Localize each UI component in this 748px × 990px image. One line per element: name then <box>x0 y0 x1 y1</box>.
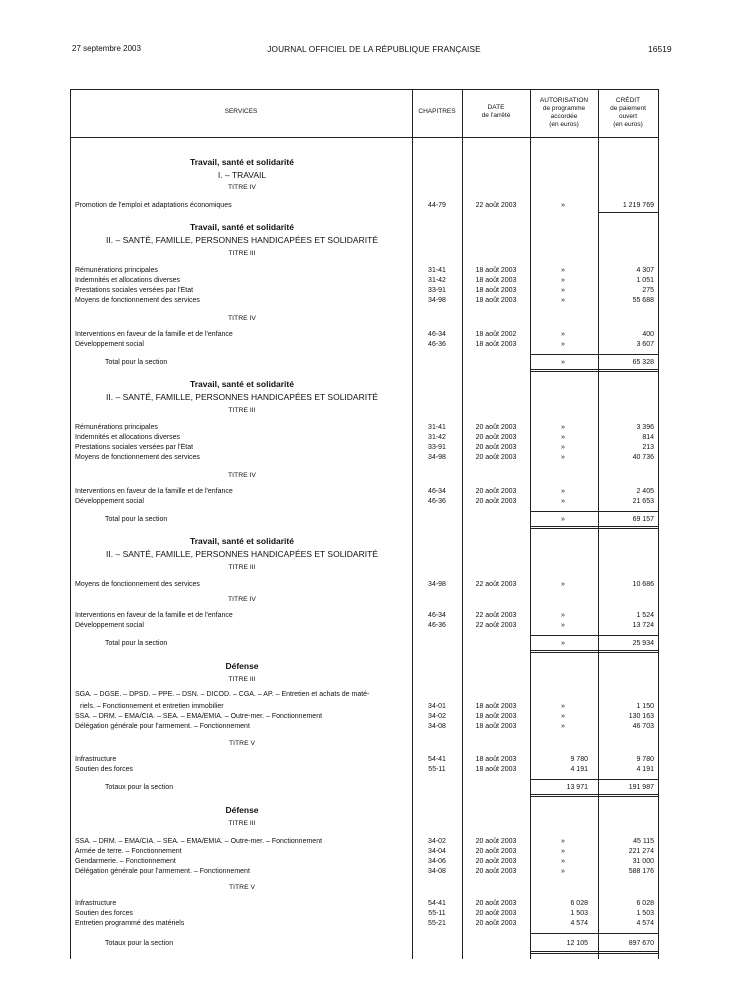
row-credit: 13 724 <box>632 622 654 629</box>
row-credit: 45 115 <box>633 838 654 845</box>
row-service: Soutien des forces <box>75 909 409 919</box>
rule <box>530 933 659 934</box>
row-chapitre: 46-36 <box>428 622 446 629</box>
col-header-cred-l3: ouvert <box>618 113 638 120</box>
table-row <box>0 453 748 463</box>
titre-heading: TITRE V <box>228 884 256 891</box>
row-credit: 1 524 <box>636 612 654 619</box>
row-autorisation: » <box>561 341 565 348</box>
row-autorisation: 4 191 <box>570 766 588 773</box>
row-chapitre: 34-04 <box>428 848 446 855</box>
col-header-cred-l2: de paiement <box>610 105 646 112</box>
row-chapitre: 31-41 <box>428 267 446 274</box>
row-service: Indemnités et allocations diverses <box>75 276 409 286</box>
row-date: 20 août 2003 <box>475 858 517 865</box>
row-service: riels. – Fonctionnement et entretien immobilier <box>80 702 409 712</box>
row-chapitre: 54-41 <box>428 756 446 763</box>
table-row <box>0 330 748 340</box>
rule <box>530 650 659 651</box>
table-row <box>0 765 748 775</box>
section-title: Travail, santé et solidarité <box>190 536 294 546</box>
row-date: 18 août 2003 <box>475 297 517 304</box>
titre-heading: TITRE IV <box>228 184 256 191</box>
section-subtitle: II. – SANTÉ, FAMILLE, PERSONNES HANDICAPÉES ET SOLIDARITÉ <box>106 549 378 559</box>
header-date: 27 septembre 2003 <box>72 44 141 53</box>
table-row <box>0 423 748 433</box>
row-date: 20 août 2003 <box>475 868 517 875</box>
table-row <box>0 296 748 306</box>
row-service: Entretien programmé des matériels <box>75 919 409 929</box>
row-date: 20 août 2003 <box>475 920 517 927</box>
row-date: 20 août 2003 <box>475 498 517 505</box>
titre-heading: TITRE III <box>228 407 256 414</box>
row-chapitre: 34-08 <box>428 868 446 875</box>
table-row <box>0 702 748 712</box>
row-credit: 1 051 <box>636 277 654 284</box>
row-credit: 40 736 <box>632 454 654 461</box>
row-date: 18 août 2003 <box>475 723 517 730</box>
rule <box>530 371 659 372</box>
row-credit: 4 574 <box>636 920 654 927</box>
row-date: 20 août 2003 <box>475 434 517 441</box>
row-autorisation: » <box>561 723 565 730</box>
row-chapitre: 33-91 <box>428 444 446 451</box>
section-title: Travail, santé et solidarité <box>190 379 294 389</box>
rule <box>530 528 659 529</box>
section-title: Travail, santé et solidarité <box>190 157 294 167</box>
row-service: Gendarmerie. – Fonctionnement <box>75 857 409 867</box>
total-credit: 25 934 <box>632 640 654 647</box>
table-row <box>0 837 748 847</box>
row-date: 22 août 2003 <box>475 612 517 619</box>
row-credit: 1 219 769 <box>622 202 654 209</box>
page-number: 16519 <box>648 44 672 54</box>
titre-heading: TITRE III <box>228 564 256 571</box>
row-date: 18 août 2003 <box>475 703 517 710</box>
col-header-cred-l4: (en euros) <box>613 121 643 128</box>
row-credit: 588 176 <box>628 868 654 875</box>
total-credit: 69 157 <box>632 516 654 523</box>
row-credit: 130 163 <box>628 713 654 720</box>
row-service: Armée de terre. – Fonctionnement <box>75 847 409 857</box>
section-title: Défense <box>225 805 259 815</box>
section-subtitle: I. – TRAVAIL <box>217 170 267 180</box>
row-service: Infrastructure <box>75 755 409 765</box>
row-autorisation: » <box>561 444 565 451</box>
row-chapitre: 55-11 <box>428 910 446 917</box>
row-autorisation: 6 028 <box>570 900 588 907</box>
table-row <box>0 340 748 350</box>
row-chapitre: 46-34 <box>428 488 446 495</box>
table-top-border <box>70 89 659 90</box>
row-autorisation: » <box>561 622 565 629</box>
row-service: Prestations sociales versées par l'État <box>75 286 409 296</box>
table-row <box>0 755 748 765</box>
row-service: Indemnités et allocations diverses <box>75 433 409 443</box>
total-row <box>0 783 748 793</box>
row-credit: 2 405 <box>636 488 654 495</box>
row-chapitre: 34-02 <box>428 713 446 720</box>
row-credit: 1 503 <box>636 910 654 917</box>
row-date: 20 août 2003 <box>475 444 517 451</box>
row-autorisation: » <box>561 612 565 619</box>
row-date: 18 août 2003 <box>475 287 517 294</box>
row-chapitre: 44-79 <box>428 202 446 209</box>
row-chapitre: 34-98 <box>428 454 446 461</box>
table-row <box>0 857 748 867</box>
row-service: Promotion de l'emploi et adaptations économiques <box>75 201 409 211</box>
row-service: Interventions en faveur de la famille et de l'enfance <box>75 330 409 340</box>
row-service: SSA. – DRM. – EMA/CIA. – SEA. – EMA/EMIA. – Outre-mer. – Fonctionnement <box>75 837 409 847</box>
row-autorisation: » <box>561 868 565 875</box>
row-credit: 400 <box>642 331 654 338</box>
col-header-cred-l1: CRÉDIT <box>615 97 641 104</box>
titre-heading: TITRE III <box>228 250 256 257</box>
row-autorisation: » <box>561 498 565 505</box>
total-label: Total pour la section <box>105 639 409 649</box>
col-header-date-l1: DATE <box>487 104 505 111</box>
row-autorisation: » <box>561 297 565 304</box>
total-autorisation: 12 105 <box>566 940 588 947</box>
row-service: Moyens de fonctionnement des services <box>75 296 409 306</box>
col-header-services: SERVICES <box>224 108 258 115</box>
row-chapitre: 46-34 <box>428 612 446 619</box>
row-chapitre: 55-11 <box>428 766 446 773</box>
total-label: Totaux pour la section <box>105 939 409 949</box>
row-autorisation: » <box>561 848 565 855</box>
row-chapitre: 34-02 <box>428 838 446 845</box>
row-chapitre: 34-98 <box>428 581 446 588</box>
total-credit: 65 328 <box>632 359 654 366</box>
section-subtitle: II. – SANTÉ, FAMILLE, PERSONNES HANDICAPÉES ET SOLIDARITÉ <box>106 235 378 245</box>
total-row <box>0 939 748 949</box>
section-subtitle: II. – SANTÉ, FAMILLE, PERSONNES HANDICAPÉES ET SOLIDARITÉ <box>106 392 378 402</box>
total-autorisation: » <box>561 516 565 523</box>
row-chapitre: 46-36 <box>428 498 446 505</box>
row-date: 20 août 2003 <box>475 848 517 855</box>
row-chapitre: 33-91 <box>428 287 446 294</box>
total-autorisation: » <box>561 640 565 647</box>
table-row <box>0 847 748 857</box>
row-service: Soutien des forces <box>75 765 409 775</box>
total-row <box>0 639 748 649</box>
table-row <box>0 201 748 211</box>
row-service: Délégation générale pour l'armement. – Fonctionnement <box>75 867 409 877</box>
row-chapitre: 34-01 <box>428 703 446 710</box>
rule <box>530 794 659 795</box>
total-autorisation: » <box>561 359 565 366</box>
col-header-auth-l2: de programme <box>542 105 586 112</box>
row-credit: 213 <box>642 444 654 451</box>
row-autorisation: » <box>561 454 565 461</box>
rule <box>530 526 659 527</box>
row-service: Moyens de fonctionnement des services <box>75 580 409 590</box>
row-date: 20 août 2003 <box>475 488 517 495</box>
total-credit: 191 987 <box>628 784 654 791</box>
row-chapitre: 34-08 <box>428 723 446 730</box>
row-autorisation: » <box>561 202 565 209</box>
row-service: Rémunérations principales <box>75 266 409 276</box>
row-credit: 6 028 <box>636 900 654 907</box>
row-credit: 1 150 <box>636 703 654 710</box>
row-date: 22 août 2003 <box>475 622 517 629</box>
row-service: SSA. – DRM. – EMA/CIA. – SEA. – EMA/EMIA. – Outre-mer. – Fonctionnement <box>75 712 409 722</box>
section-title: Travail, santé et solidarité <box>190 222 294 232</box>
row-autorisation: » <box>561 581 565 588</box>
total-label: Total pour la section <box>105 358 409 368</box>
col-header-autorisation <box>530 97 598 129</box>
table-row <box>0 433 748 443</box>
col-header-auth-l4: (en euros) <box>549 121 579 128</box>
row-autorisation: » <box>561 424 565 431</box>
row-credit: 4 307 <box>636 267 654 274</box>
row-autorisation: » <box>561 713 565 720</box>
row-date: 18 août 2002 <box>475 331 517 338</box>
titre-heading: TITRE IV <box>228 472 256 479</box>
row-autorisation: » <box>561 838 565 845</box>
row-date: 18 août 2003 <box>475 341 517 348</box>
header-title: JOURNAL OFFICIEL DE LA RÉPUBLIQUE FRANÇAISE <box>267 44 481 54</box>
row-chapitre: 46-36 <box>428 341 446 348</box>
row-credit: 275 <box>642 287 654 294</box>
row-autorisation: » <box>561 434 565 441</box>
rule <box>530 511 659 512</box>
total-label: Total pour la section <box>105 515 409 525</box>
table-row <box>0 722 748 732</box>
row-date: 18 août 2003 <box>475 267 517 274</box>
table-row <box>0 580 748 590</box>
table-row <box>0 611 748 621</box>
table-header-bottom-border <box>70 137 659 138</box>
row-date: 22 août 2003 <box>475 581 517 588</box>
titre-heading: TITRE IV <box>228 315 256 322</box>
row-autorisation: 1 503 <box>570 910 588 917</box>
table-row <box>0 909 748 919</box>
table-row <box>0 621 748 631</box>
row-autorisation: » <box>561 858 565 865</box>
row-chapitre: 34-98 <box>428 297 446 304</box>
row-service: Rémunérations principales <box>75 423 409 433</box>
table-row <box>0 266 748 276</box>
row-date: 22 août 2003 <box>475 202 517 209</box>
row-service: Développement social <box>75 497 409 507</box>
row-credit: 4 191 <box>636 766 654 773</box>
row-autorisation: 4 574 <box>570 920 588 927</box>
total-row <box>0 358 748 368</box>
titre-heading: TITRE V <box>228 740 256 747</box>
col-header-credit <box>598 97 658 129</box>
row-chapitre: 31-42 <box>428 277 446 284</box>
row-date: 20 août 2003 <box>475 424 517 431</box>
row-service: Développement social <box>75 621 409 631</box>
row-credit: 31 000 <box>632 858 654 865</box>
table-row <box>0 497 748 507</box>
total-row <box>0 515 748 525</box>
row-chapitre: 46-34 <box>428 331 446 338</box>
row-credit: 3 607 <box>636 341 654 348</box>
row-autorisation: » <box>561 277 565 284</box>
row-chapitre: 54-41 <box>428 900 446 907</box>
row-credit: 21 653 <box>632 498 654 505</box>
row-date: 18 août 2003 <box>475 766 517 773</box>
row-autorisation: » <box>561 267 565 274</box>
table-row <box>0 867 748 877</box>
row-date: 20 août 2003 <box>475 454 517 461</box>
col-header-chapitres: CHAPITRES <box>418 108 456 115</box>
row-service: SGA. – DGSE. – DPSD. – PPE. – DSN. – DICOD. – CGA. – AP. – Entretien et achats de maté- <box>75 691 370 698</box>
row-service: Interventions en faveur de la famille et de l'enfance <box>75 487 409 497</box>
rule <box>530 354 659 355</box>
table-row <box>0 276 748 286</box>
rule <box>530 951 659 952</box>
row-date: 18 août 2003 <box>475 713 517 720</box>
titre-heading: TITRE IV <box>228 596 256 603</box>
rule <box>530 369 659 370</box>
table-row <box>0 286 748 296</box>
row-autorisation: » <box>561 331 565 338</box>
row-service: Infrastructure <box>75 899 409 909</box>
row-credit: 46 703 <box>632 723 654 730</box>
col-header-date-l2: de l'arrêté <box>481 112 511 119</box>
total-label: Totaux pour la section <box>105 783 409 793</box>
section-title: Défense <box>225 661 259 671</box>
row-credit: 814 <box>642 434 654 441</box>
table-row-continued <box>0 690 748 700</box>
row-credit: 55 688 <box>632 297 654 304</box>
titre-heading: TITRE III <box>228 820 256 827</box>
row-service: Prestations sociales versées par l'État <box>75 443 409 453</box>
row-autorisation: » <box>561 703 565 710</box>
row-date: 18 août 2003 <box>475 277 517 284</box>
rule <box>530 635 659 636</box>
table-row <box>0 899 748 909</box>
row-autorisation: » <box>561 488 565 495</box>
row-chapitre: 55-21 <box>428 920 446 927</box>
row-service: Interventions en faveur de la famille et de l'enfance <box>75 611 409 621</box>
row-credit: 221 274 <box>628 848 654 855</box>
table-row <box>0 712 748 722</box>
col-header-auth-l1: AUTORISATION <box>539 97 589 104</box>
rule <box>530 779 659 780</box>
row-service: Développement social <box>75 340 409 350</box>
col-header-date <box>462 104 530 120</box>
table-row <box>0 487 748 497</box>
rule <box>530 652 659 653</box>
row-date: 20 août 2003 <box>475 838 517 845</box>
row-autorisation: » <box>561 287 565 294</box>
row-service: Moyens de fonctionnement des services <box>75 453 409 463</box>
total-autorisation: 13 971 <box>566 784 588 791</box>
total-credit: 897 670 <box>628 940 654 947</box>
row-date: 20 août 2003 <box>475 900 517 907</box>
rule <box>530 796 659 797</box>
row-date: 20 août 2003 <box>475 910 517 917</box>
row-chapitre: 31-41 <box>428 424 446 431</box>
row-chapitre: 34-06 <box>428 858 446 865</box>
rule <box>598 212 659 213</box>
row-chapitre: 31-42 <box>428 434 446 441</box>
table-row <box>0 919 748 929</box>
col-header-auth-l3: accordée <box>550 113 578 120</box>
row-date: 18 août 2003 <box>475 756 517 763</box>
rule <box>530 953 659 954</box>
row-service: Délégation générale pour l'armement. – Fonctionnement <box>75 722 409 732</box>
titre-heading: TITRE III <box>228 676 256 683</box>
row-autorisation: 9 780 <box>570 756 588 763</box>
row-credit: 10 686 <box>632 581 654 588</box>
table-row <box>0 443 748 453</box>
row-credit: 3 396 <box>636 424 654 431</box>
row-credit: 9 780 <box>636 756 654 763</box>
